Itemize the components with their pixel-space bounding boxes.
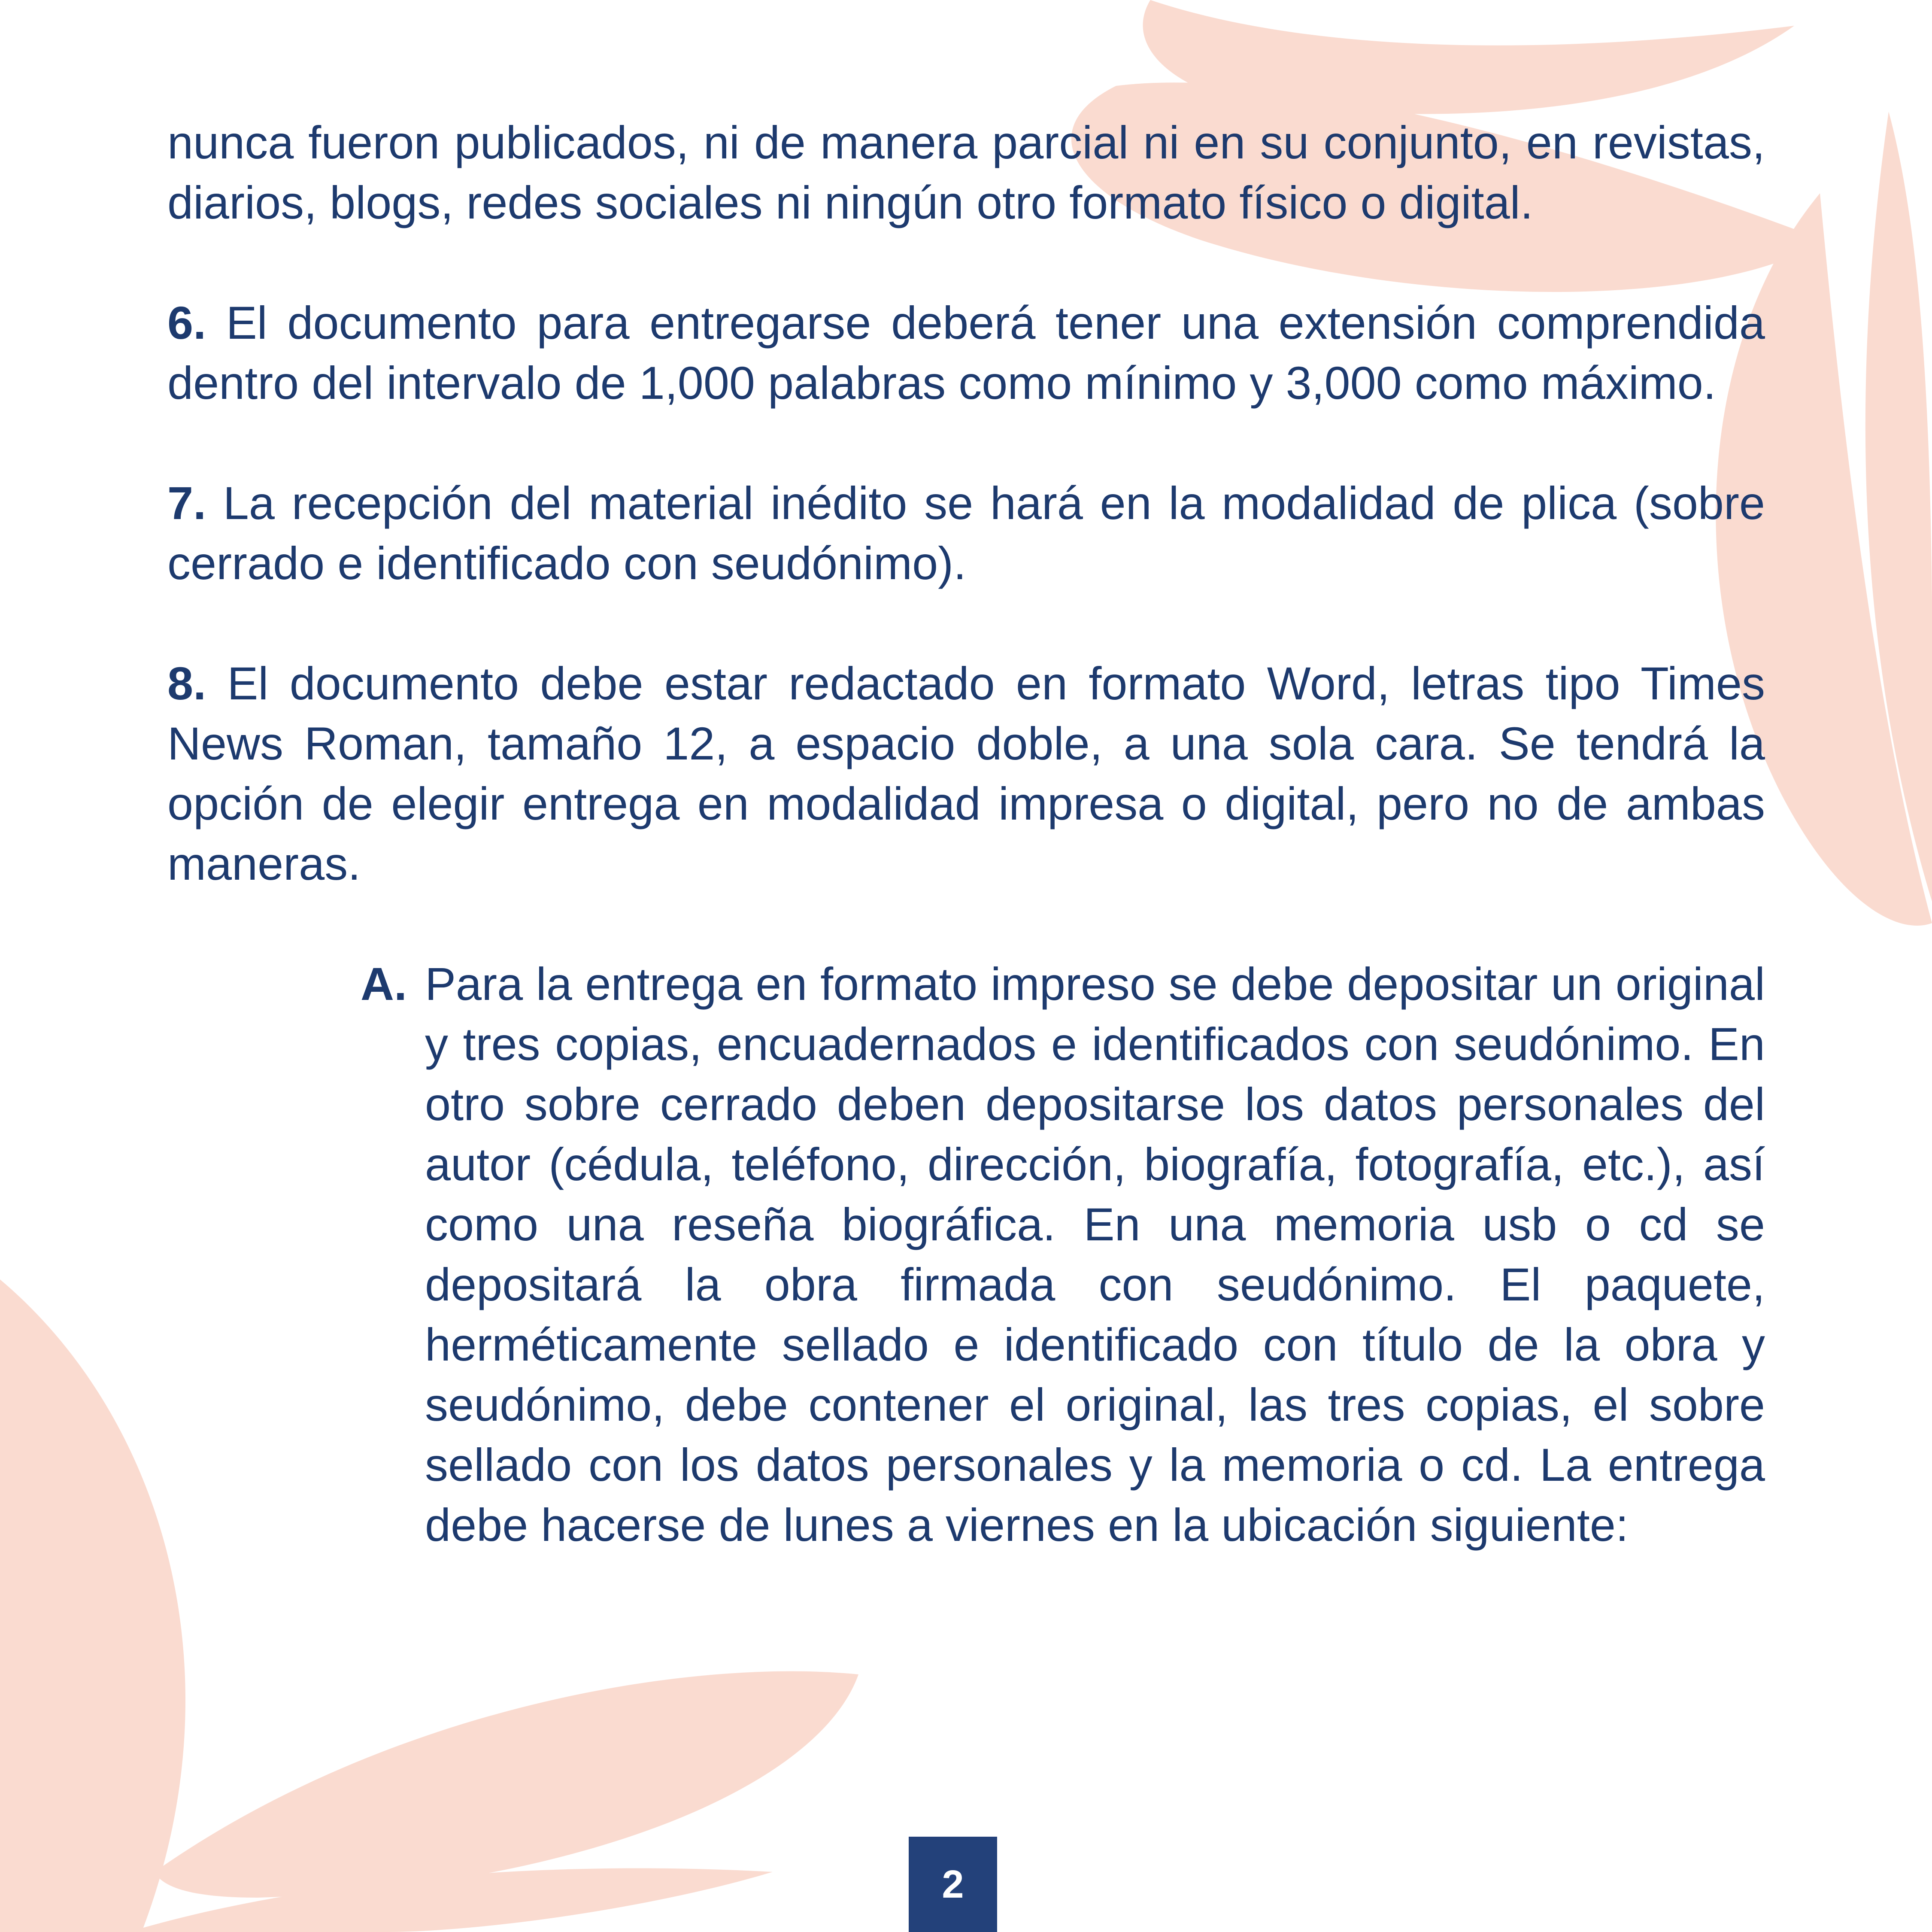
item-6-number: 6. (167, 297, 206, 349)
item-8-text: El documento debe estar redactado en formato Word, letras tipo Times News Roman, tamaño 12, a espacio doble, a una sola cara. Se tendrá la opción de elegir entrega en modalidad impresa o digital, pero no de ambas maneras. (167, 657, 1765, 890)
bottom-center-leaf-shape (155, 1671, 858, 1898)
item-8-number: 8. (167, 657, 206, 709)
subitem-a-text: Para la entrega en formato impreso se debe depositar un original y tres copias, encuadernados e identificados con seudónimo. En otro sobre cerrado deben depositarse los datos personales del autor (cédula, teléfono, dirección, biografía, fotografía, etc.), así como una reseña biográfica. En una memoria usb o cd se depositará la obra firmada con seudónimo. El paquete, herméticamente sellado e identificado con título de la obra y seudónimo, debe contener el original, las tres copias, el sobre sellado con los datos personales y la memoria o cd. La entrega debe hacerse de lunes a viernes en la ubicación siguiente: (425, 958, 1765, 1551)
item-6-text: El documento para entregarse deberá tener una extensión comprendida dentro del intervalo de 1,000 palabras como mínimo y 3,000 como máximo. (167, 297, 1765, 409)
document-body (167, 112, 1765, 1615)
item-6-paragraph (167, 293, 1765, 413)
item-7-paragraph (167, 473, 1765, 593)
item-7-number: 7. (167, 477, 206, 529)
item-8-paragraph (167, 653, 1765, 894)
subitem-a-paragraph (361, 954, 1765, 1555)
intro-paragraph: nunca fueron publicados, ni de manera parcial ni en su conjunto, en revistas, diarios, blogs, redes sociales ni ningún otro formato físico o digital. (167, 116, 1765, 228)
subitem-a-letter: A. (361, 958, 407, 1010)
page-number-badge: 2 (909, 1837, 997, 1932)
item-7-text: La recepción del material inédito se hará en la modalidad de plica (sobre cerrado e identificado con seudónimo). (167, 477, 1765, 589)
bottom-left-leaf-shape (0, 1279, 185, 1932)
